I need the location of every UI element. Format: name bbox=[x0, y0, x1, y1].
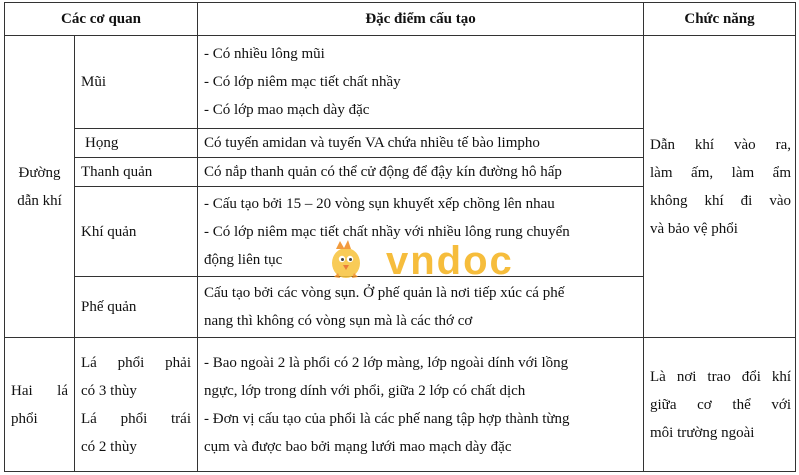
bronchi-name: Phế quản bbox=[75, 277, 198, 338]
lungs-sub-line: Lá phổi trái bbox=[81, 410, 192, 427]
nose-structure-line: - Có lớp mao mạch dày đặc bbox=[204, 102, 370, 118]
airway-function-line: và bảo vệ phổi bbox=[650, 220, 738, 237]
watermark-text: vndoc bbox=[386, 239, 514, 283]
lungs-sub-line: có 2 thùy bbox=[81, 438, 137, 455]
lungs-structure-line: cụm và được bao bởi mạng lưới mao mạch dày đặc bbox=[204, 438, 512, 455]
lungs-label-line: phổi bbox=[11, 410, 38, 427]
table-row-nose bbox=[5, 36, 796, 129]
lungs-structure-line: - Đơn vị cấu tạo của phổi là các phế nang tập hợp thành từng bbox=[204, 410, 570, 427]
bronchi-structure-line: nang thì không có vòng sụn mà là các thớ cơ bbox=[204, 313, 473, 329]
airway-label-line: dẫn khí bbox=[17, 192, 62, 209]
header-organ: Các cơ quan bbox=[5, 3, 198, 36]
lungs-function-line: Là nơi trao đổi khí bbox=[650, 368, 792, 385]
header-function: Chức năng bbox=[644, 3, 796, 36]
lungs-function-line: giữa cơ thể với bbox=[650, 396, 792, 413]
throat-structure-line: Có tuyến amidan và tuyến VA chứa nhiều tế bào limpho bbox=[204, 135, 540, 151]
airway-function-line: không khí đi vào bbox=[650, 192, 792, 209]
airway-label-cell bbox=[5, 36, 75, 338]
trachea-structure-line: - Cấu tạo bởi 15 – 20 vòng sụn khuyết xếp chồng lên nhau bbox=[204, 195, 555, 212]
lungs-sub-line: có 3 thùy bbox=[81, 382, 137, 399]
airway-label-line: Đường bbox=[18, 164, 61, 181]
table-row-lungs bbox=[5, 338, 796, 472]
airway-function-line: làm ấm, làm ẩm bbox=[650, 164, 792, 181]
header-structure: Đặc điểm cấu tạo bbox=[198, 3, 644, 36]
throat-structure bbox=[198, 129, 644, 158]
lungs-label-cell bbox=[5, 338, 75, 472]
trachea-structure-line: - Có lớp niêm mạc tiết chất nhầy với nhiều lông rung chuyển bbox=[204, 223, 570, 240]
header-row bbox=[5, 3, 796, 36]
bronchi-structure bbox=[198, 277, 644, 338]
lungs-sub-cell bbox=[75, 338, 198, 472]
trachea-structure-line: động liên tục bbox=[204, 251, 283, 268]
trachea-structure bbox=[198, 187, 644, 277]
nose-structure-line: - Có nhiều lông mũi bbox=[204, 46, 325, 62]
lungs-label-line: Hai lá bbox=[11, 382, 68, 399]
nose-structure-line: - Có lớp niêm mạc tiết chất nhầy bbox=[204, 74, 401, 90]
lungs-function-cell bbox=[644, 338, 796, 472]
nose-structure bbox=[198, 36, 644, 129]
lungs-structure-line: - Bao ngoài 2 là phổi có 2 lớp màng, lớp ngoài dính với lồng bbox=[204, 354, 569, 371]
throat-name: Họng bbox=[75, 129, 198, 158]
lungs-function-line: môi trường ngoài bbox=[650, 424, 755, 441]
lungs-structure-cell bbox=[198, 338, 644, 472]
larynx-name: Thanh quản bbox=[75, 158, 198, 187]
bronchi-structure-line: Cấu tạo bởi các vòng sụn. Ở phế quản là nơi tiếp xúc cá phế bbox=[204, 285, 565, 301]
airway-function-line: Dẫn khí vào ra, bbox=[650, 136, 792, 153]
larynx-structure-line: Có nắp thanh quản có thể cử động để đậy kín đường hô hấp bbox=[204, 164, 562, 180]
lungs-sub-line: Lá phổi phải bbox=[81, 354, 192, 371]
lungs-structure-line: ngực, lớp trong dính với phổi, giữa 2 lớp có chất dịch bbox=[204, 382, 526, 399]
larynx-structure bbox=[198, 158, 644, 187]
airway-function-cell bbox=[644, 36, 796, 338]
trachea-name: Khí quản bbox=[75, 187, 198, 277]
nose-name: Mũi bbox=[75, 36, 198, 129]
respiratory-organs-table bbox=[4, 2, 796, 472]
